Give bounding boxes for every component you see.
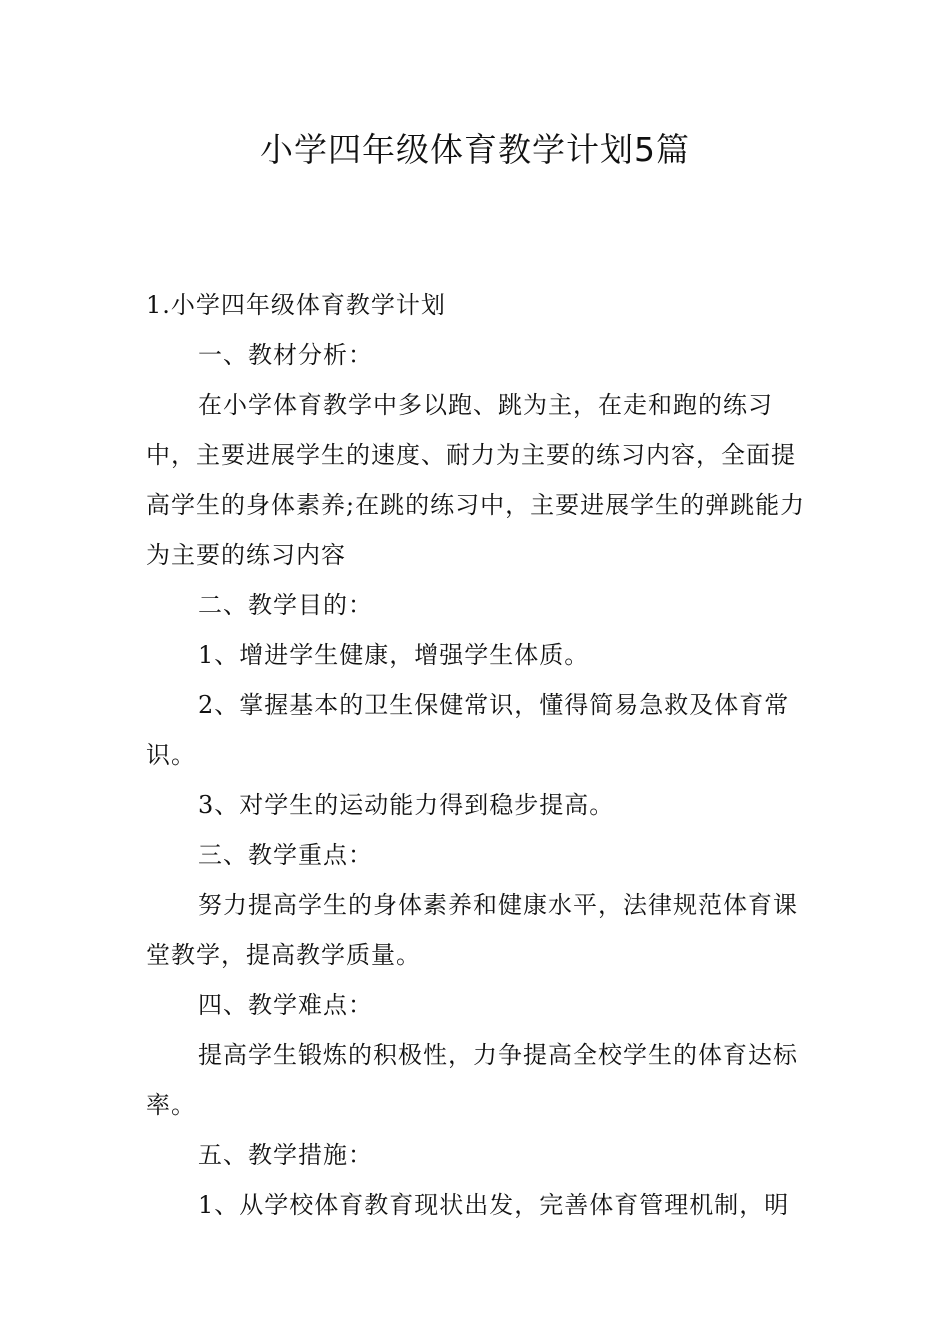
subsection-heading: 五、教学措施： <box>198 1141 373 1169</box>
body-paragraph: 努力提高学生的身体素养和健康水平，法律规范体育课堂教学，提高教学质量。 <box>146 891 798 969</box>
body-paragraph: 提高学生锻炼的积极性，力争提高全校学生的体育达标率。 <box>146 1041 798 1119</box>
document-body <box>146 280 814 1230</box>
document-title: 小学四年级体育教学计划5篇 <box>260 130 690 169</box>
subsection-heading: 四、教学难点： <box>198 991 373 1019</box>
list-item: 1、从学校体育教育现状出发，完善体育管理机制，明 <box>198 1191 790 1219</box>
list-item: 1、增进学生健康，增强学生体质。 <box>198 641 590 669</box>
subsection-heading: 二、教学目的： <box>198 591 373 619</box>
section-heading: 1.小学四年级体育教学计划 <box>146 291 446 319</box>
subsection-heading: 三、教学重点： <box>198 841 373 869</box>
list-item: 2、掌握基本的卫生保健常识，懂得简易急救及体育常识。 <box>146 691 790 769</box>
body-paragraph: 在小学体育教学中多以跑、跳为主，在走和跑的练习中，主要进展学生的速度、耐力为主要的练习内容，全面提高学生的身体素养;在跳的练习中，主要进展学生的弹跳能力为主要的练习内容 <box>146 391 806 569</box>
list-item: 3、对学生的运动能力得到稳步提高。 <box>198 791 615 819</box>
subsection-heading: 一、教材分析： <box>198 341 373 369</box>
